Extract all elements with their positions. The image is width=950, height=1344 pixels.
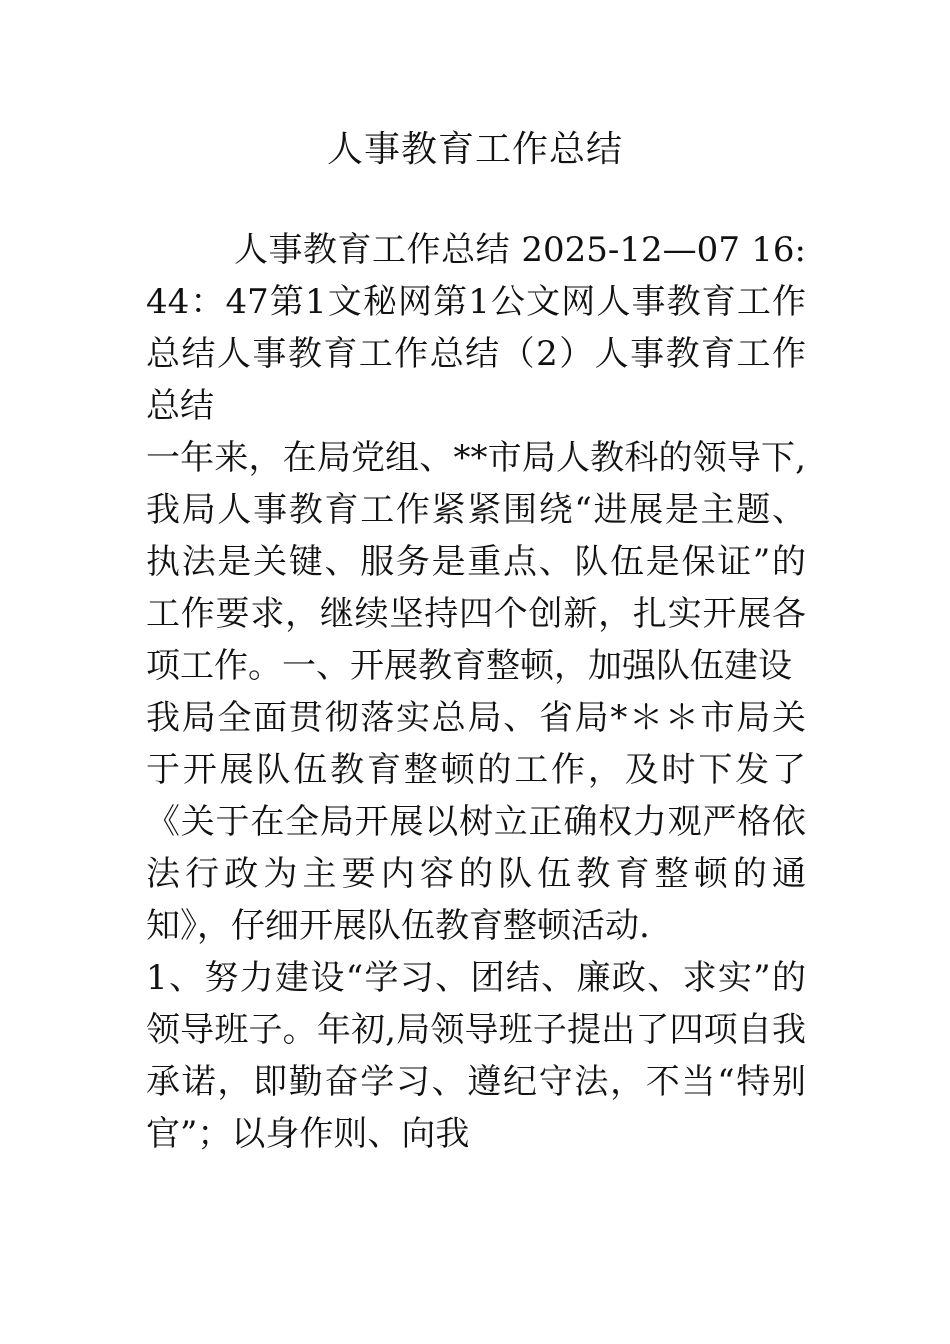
paragraph-header-line: 人事教育工作总结 2025-12—07 16:44：47第1文秘网第1公文网人事教育工作总结人事教育工作总结（2）人事教育工作总结 — [146, 230, 806, 426]
paragraph-leadership-team: 1、努力建设“学习、团结、廉政、求实”的领导班子。年初,局领导班子提出了四项自我承诺，即勤奋学习、遵纪守法，不当“特别官”；以身作则、向我 — [146, 958, 806, 1154]
paragraph-education-rectification: 我局全面贯彻落实总局、省局*＊＊市局关于开展队伍教育整顿的工作，及时下发了《关于在全局开展以树立正确权力观严格依法行政为主要内容的队伍教育整顿的通知》，仔细开展队伍教育整顿活动. — [146, 698, 806, 946]
document-title: 人事教育工作总结 — [326, 129, 623, 170]
document-body — [146, 224, 806, 1160]
paragraph-intro: 一年来，在局党组、**市局人教科的领导下,我局人事教育工作紧紧围绕“进展是主题、执法是关键、服务是重点、队伍是保证”的工作要求，继续坚持四个创新，扎实开展各项工作。一、开展教育整顿，加强队伍建设 — [146, 438, 806, 686]
